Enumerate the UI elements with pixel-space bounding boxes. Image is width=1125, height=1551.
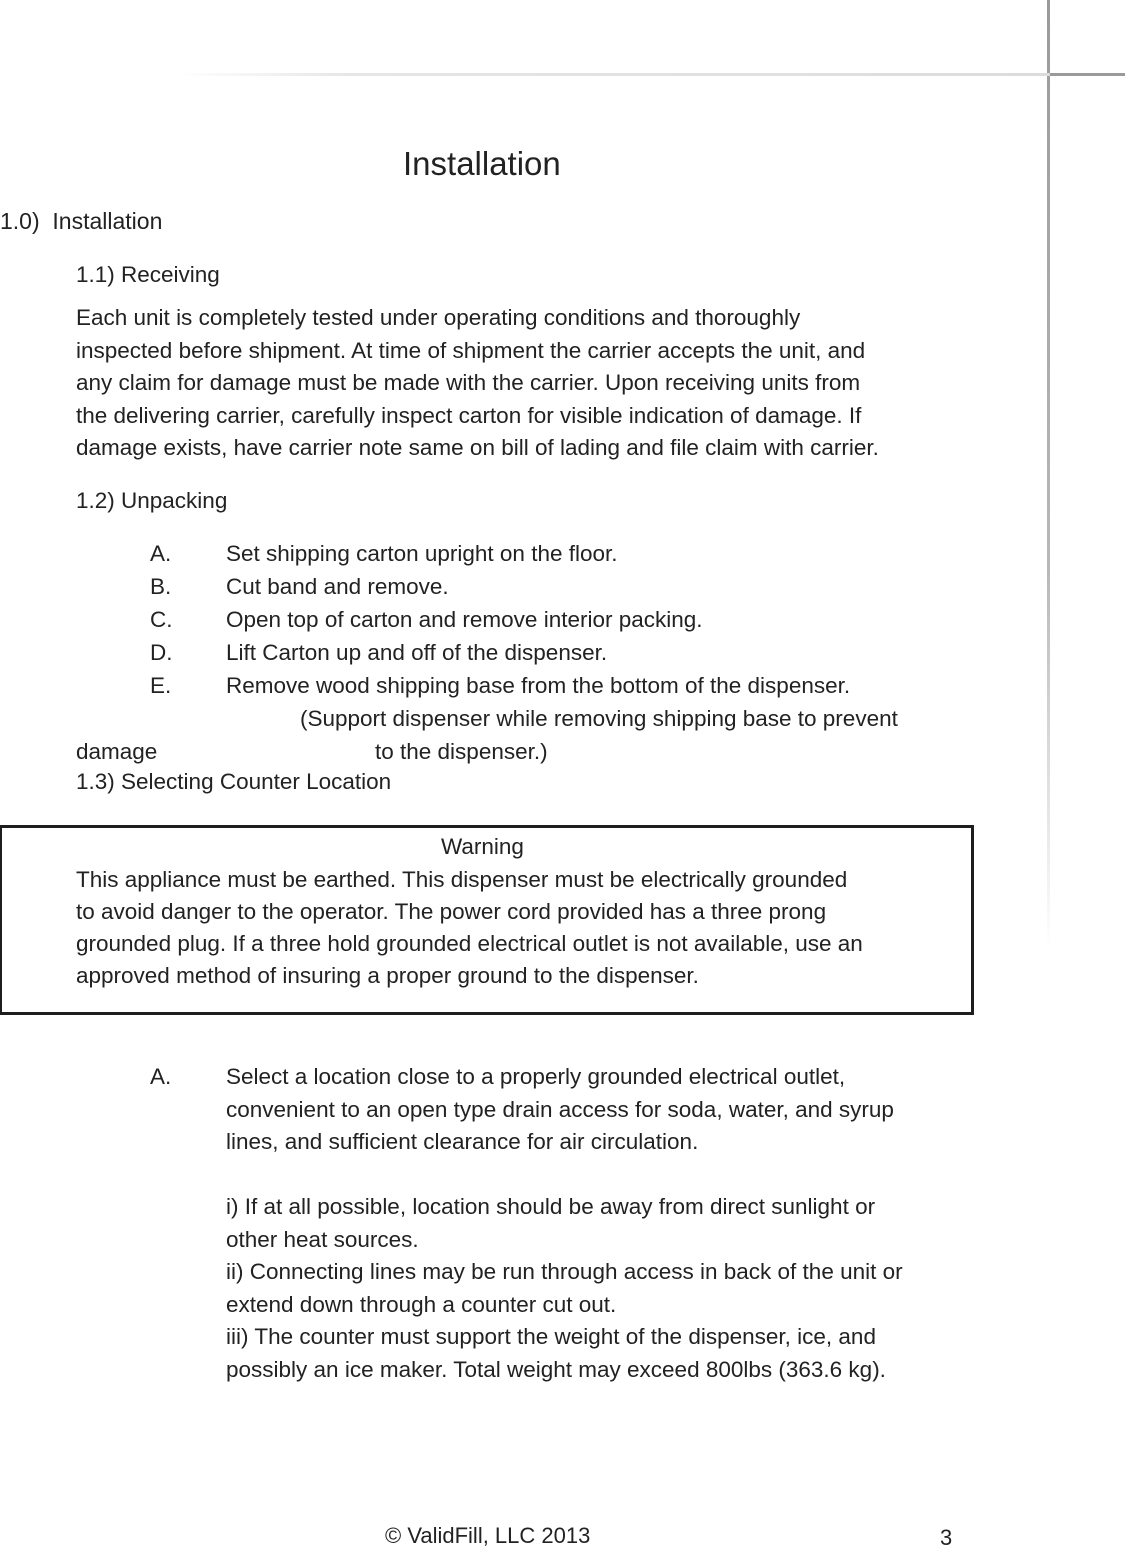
- step-letter: C.: [150, 607, 173, 632]
- warning-line: to avoid danger to the operator. The power cord provided has a three prong: [76, 899, 827, 924]
- receiving-line: any claim for damage must be made with the carrier. Upon receiving units from: [76, 370, 861, 395]
- unpacking-note-line: to the dispenser.): [375, 739, 548, 764]
- unpacking-step: [150, 574, 970, 604]
- location-step-text: [226, 1061, 894, 1159]
- unpacking-heading: 1.2) Unpacking: [76, 488, 228, 513]
- section-number: 1.0): [0, 208, 40, 234]
- step-letter: B.: [150, 574, 172, 599]
- unpacking-step: [150, 673, 970, 703]
- location-heading: 1.3) Selecting Counter Location: [76, 769, 392, 794]
- location-notes: [226, 1191, 903, 1386]
- location-step-line: Select a location close to a properly grounded electrical outlet,: [226, 1064, 846, 1089]
- unpacking-note-word: damage: [76, 739, 158, 764]
- step-text: Remove wood shipping base from the bottom of the dispenser.: [226, 673, 851, 698]
- location-note-line: i) If at all possible, location should be away from direct sunlight or: [226, 1194, 876, 1219]
- step-letter: D.: [150, 640, 173, 665]
- location-note-line: ii) Connecting lines may be run through access in back of the unit or: [226, 1259, 903, 1284]
- step-text: Set shipping carton upright on the floor.: [226, 541, 618, 566]
- warning-line: This appliance must be earthed. This dispenser must be electrically grounded: [76, 867, 848, 892]
- warning-title: Warning: [441, 834, 524, 859]
- page-top-rule: [175, 73, 1050, 76]
- location-note-line: possibly an ice maker. Total weight may exceed 800lbs (363.6 kg).: [226, 1356, 886, 1382]
- footer-copyright: © ValidFill, LLC 2013: [385, 1523, 591, 1548]
- warning-line: grounded plug. If a three hold grounded electrical outlet is not available, use an: [76, 931, 863, 956]
- location-step-line: lines, and sufficient clearance for air circulation.: [226, 1129, 699, 1154]
- warning-line: approved method of insuring a proper ground to the dispenser.: [76, 963, 699, 988]
- receiving-line: inspected before shipment. At time of shipment the carrier accepts the unit, and: [76, 337, 866, 363]
- section-heading: [0, 208, 162, 235]
- receiving-paragraph: [76, 302, 879, 465]
- step-letter: A.: [150, 541, 172, 566]
- step-letter: E.: [150, 673, 172, 698]
- location-note-line: extend down through a counter cut out.: [226, 1291, 617, 1317]
- location-note-line: other heat sources.: [226, 1226, 419, 1252]
- receiving-heading: 1.1) Receiving: [76, 262, 220, 287]
- step-text: Cut band and remove.: [226, 574, 449, 599]
- receiving-line: Each unit is completely tested under operating conditions and thoroughly: [76, 305, 801, 330]
- section-label: Installation: [52, 208, 163, 234]
- page-number: 3: [940, 1525, 953, 1550]
- location-note-line: iii) The counter must support the weight of the dispenser, ice, and: [226, 1324, 876, 1349]
- receiving-line: damage exists, have carrier note same on bill of lading and file claim with carrier.: [76, 435, 879, 460]
- unpacking-note-line: (Support dispenser while removing shipping base to prevent: [300, 706, 898, 731]
- receiving-line: the delivering carrier, carefully inspect carton for visible indication of damage. If: [76, 402, 862, 428]
- unpacking-step: [150, 607, 970, 637]
- location-step-letter: A.: [150, 1064, 172, 1089]
- unpacking-step: [150, 541, 970, 571]
- page-title: Installation: [403, 145, 561, 182]
- step-text: Open top of carton and remove interior packing.: [226, 607, 703, 632]
- location-step-line: convenient to an open type drain access for soda, water, and syrup: [226, 1096, 894, 1122]
- unpacking-step: [150, 640, 970, 670]
- page-corner-rule: [1050, 73, 1125, 76]
- page-edge-vertical-rule: [1047, 0, 1050, 950]
- step-text: Lift Carton up and off of the dispenser.: [226, 640, 608, 665]
